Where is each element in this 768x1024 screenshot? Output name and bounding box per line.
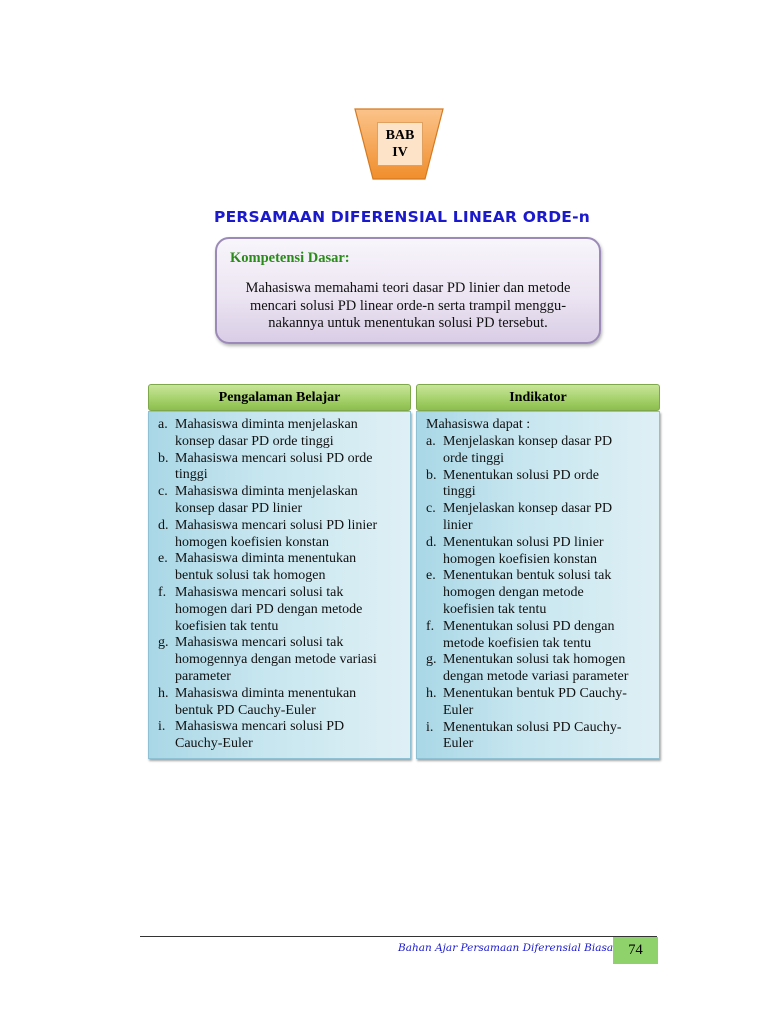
list-item-line: konsep dasar PD orde tinggi: [175, 433, 334, 449]
chapter-label: [377, 122, 423, 166]
list-item: [426, 652, 655, 686]
list-item-line: Menentukan solusi PD dengan: [443, 618, 615, 634]
list-item-marker: g.: [158, 635, 169, 651]
list-item-marker: a.: [158, 417, 168, 432]
list-item-line: Mahasiswa mencari solusi tak: [175, 635, 344, 651]
list-item-line: Menentukan solusi PD orde: [443, 467, 599, 483]
list-item-line: homogen dengan metode: [443, 585, 584, 601]
list-item-line: orde tinggi: [443, 450, 505, 466]
footer-book-title: Bahan Ajar Persamaan Diferensial Biasa: [398, 942, 614, 954]
list-item-marker: f.: [426, 618, 435, 634]
list-item-marker: e.: [426, 568, 436, 584]
list-item-line: koefisien tak tentu: [443, 601, 547, 617]
list-item: [426, 686, 655, 720]
list-item-line: homogen dari PD dengan metode: [175, 601, 363, 617]
list-item-marker: d.: [158, 517, 169, 533]
list-item: [158, 585, 404, 635]
indikator-panel: [416, 411, 660, 759]
list-item-line: Menentukan solusi PD Cauchy-: [443, 719, 622, 735]
list-item-line: Cauchy-Euler: [175, 736, 253, 752]
list-item-line: Euler: [443, 736, 474, 752]
list-item-marker: h.: [158, 685, 169, 701]
kompetensi-dasar-box: [215, 237, 601, 344]
list-item: [158, 719, 404, 753]
list-item-line: Mahasiswa mencari solusi tak: [175, 584, 344, 600]
list-item: [158, 518, 404, 552]
list-item-line: Mahasiswa diminta menentukan: [175, 551, 357, 567]
list-item-line: bentuk solusi tak homogen: [175, 568, 326, 584]
list-item-line: parameter: [175, 668, 231, 684]
list-item-line: dengan metode variasi parameter: [443, 669, 629, 685]
list-item-line: Menentukan bentuk PD Cauchy-: [443, 685, 627, 701]
list-item-marker: h.: [426, 685, 437, 701]
pengalaman-belajar-list: [158, 417, 404, 753]
list-item-marker: b.: [158, 450, 169, 466]
list-item: [158, 686, 404, 720]
list-item: [158, 551, 404, 585]
page-number: 74: [613, 937, 658, 964]
list-item-marker: g.: [426, 652, 437, 668]
list-item-line: Menjelaskan konsep dasar PD: [443, 434, 613, 449]
list-item-line: Mahasiswa mencari solusi PD: [175, 719, 345, 735]
list-item-line: Mahasiswa mencari solusi PD linier: [175, 517, 378, 533]
list-item-marker: f.: [158, 584, 167, 600]
list-item: [158, 451, 404, 485]
list-item-line: Menentukan solusi PD linier: [443, 534, 604, 550]
list-item: [426, 468, 655, 502]
list-item-line: tinggi: [443, 484, 476, 500]
list-item: [426, 720, 655, 754]
chapter-title: PERSAMAAN DIFERENSIAL LINEAR ORDE-n: [214, 208, 590, 226]
list-item-line: Mahasiswa mencari solusi PD orde: [175, 450, 373, 466]
chapter-label-number: IV: [392, 145, 408, 160]
list-item-line: Mahasiswa diminta menjelaskan: [175, 417, 358, 432]
list-item-line: koefisien tak tentu: [175, 618, 279, 634]
list-item: [426, 619, 655, 653]
list-item-line: Euler: [443, 702, 474, 718]
indikator-header: Indikator: [416, 384, 660, 411]
list-item-marker: i.: [426, 719, 434, 735]
kompetensi-line: Mahasiswa memahami teori dasar PD linier dan metode: [245, 280, 571, 296]
list-item-line: tinggi: [175, 467, 208, 483]
list-item-marker: i.: [158, 719, 166, 735]
list-item-marker: b.: [426, 467, 437, 483]
list-item-line: homogennya dengan metode variasi: [175, 652, 377, 668]
list-item-line: Menentukan bentuk solusi tak: [443, 568, 612, 584]
chapter-badge: [353, 108, 445, 180]
list-item-line: Mahasiswa diminta menentukan: [175, 685, 357, 701]
list-item-line: bentuk PD Cauchy-Euler: [175, 702, 316, 718]
list-item-line: homogen koefisien konstan: [443, 551, 597, 567]
list-item-marker: d.: [426, 534, 437, 550]
list-item-marker: a.: [426, 434, 436, 449]
pengalaman-belajar-header: Pengalaman Belajar: [148, 384, 411, 411]
list-item: [158, 484, 404, 518]
list-item-line: konsep dasar PD linier: [175, 500, 303, 516]
list-item: [426, 434, 655, 468]
footer-divider: [140, 936, 657, 937]
pengalaman-belajar-panel: [148, 411, 411, 759]
list-item-line: Mahasiswa diminta menjelaskan: [175, 484, 358, 500]
list-item-marker: c.: [426, 501, 436, 517]
list-item-line: linier: [443, 517, 473, 533]
list-item: [426, 568, 655, 618]
list-item: [426, 501, 655, 535]
list-item: [426, 535, 655, 569]
list-item-marker: c.: [158, 484, 168, 500]
indikator-intro: Mahasiswa dapat :: [426, 417, 531, 432]
list-item: [158, 635, 404, 685]
kompetensi-text: [225, 280, 591, 333]
kompetensi-line: nakannya untuk menentukan solusi PD tersebut.: [268, 315, 548, 331]
chapter-label-bab: BAB: [385, 128, 415, 143]
list-item-line: Menentukan solusi tak homogen: [443, 652, 626, 668]
list-item-line: homogen koefisien konstan: [175, 534, 329, 550]
list-item-line: Menjelaskan konsep dasar PD: [443, 501, 613, 517]
kompetensi-line: mencari solusi PD linear orde-n serta trampil menggu-: [249, 297, 567, 314]
list-item-marker: e.: [158, 551, 168, 567]
list-item: [158, 417, 404, 451]
kompetensi-heading: Kompetensi Dasar:: [230, 250, 350, 266]
indikator-list: [426, 434, 655, 753]
list-item-line: metode koefisien tak tentu: [443, 635, 592, 651]
